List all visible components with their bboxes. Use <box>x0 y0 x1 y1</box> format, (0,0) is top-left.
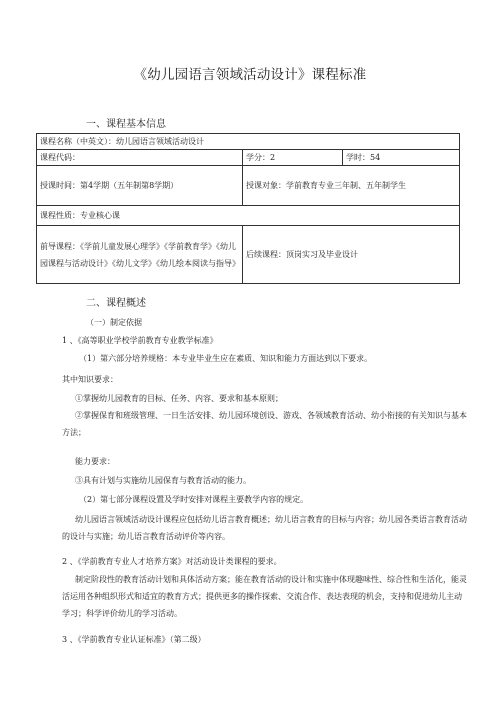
prerequisite-courses-cell: 前导课程：《学前儿童发展心理学》《学前教育学》《幼儿园课程与活动设计》《幼儿文学》《幼儿绘本阅读与指导》 <box>37 226 243 284</box>
table-row <box>37 150 460 166</box>
audience-cell: 授课对象：学前教育专业三年制、五年制学生 <box>243 166 460 206</box>
knowledge-requirement-label: 其中知识要求： <box>62 375 118 384</box>
follow-up-courses-cell: 后续课程：顶岗实习及毕业设计 <box>243 226 460 284</box>
table-row <box>37 226 460 284</box>
paragraph-item-3: 3 、《学前教育专业认证标准》（第二级） <box>62 635 206 644</box>
paragraph-item-1-1: （1）第六部分培养规格：本专业毕业生应在素质、知识和能力方面达到以下要求。 <box>79 354 373 363</box>
knowledge-item-2: ②掌握保育和班级管理、一日生活安排、幼儿园环境创设、游戏、各领域教育活动、幼小衔接的有关知识与基本方法； <box>62 411 467 437</box>
section-heading-overview: 二、课程概述 <box>86 298 146 309</box>
paragraph-item-2: 2 、《学前教育专业人才培养方案》对活动设计类课程的要求。 <box>62 557 282 566</box>
table-row <box>37 134 460 150</box>
item-2-description: 制定阶段性的教育活动计划和具体活动方案；能在教育活动的设计和实施中体现趣味性、综合性和生活化，能灵活运用各种组织形式和适宜的教育方式；提供更多的操作探索、交流合作、表达表现的机会，支持和促进幼儿主动学习；科学评价幼儿的学习活动。 <box>62 575 467 618</box>
course-code-cell: 课程代码： <box>37 150 243 166</box>
table-row <box>37 206 460 226</box>
document-title: 《幼儿园语言领域活动设计》课程标准 <box>133 67 367 83</box>
credits-cell: 学分：2 <box>243 150 343 166</box>
knowledge-item-1: ①掌握幼儿园教育的目标、任务、内容、要求和基本原则； <box>75 394 283 403</box>
course-nature-cell: 课程性质：专业核心课 <box>37 206 460 226</box>
course-name-cell: 课程名称（中英文）：幼儿园语言领域活动设计 <box>37 134 460 150</box>
course-info-table <box>36 133 460 284</box>
table-row <box>37 166 460 206</box>
teaching-time-cell: 授课时间：第4学期（五年制第8学期） <box>37 166 243 206</box>
section-heading-basic-info: 一、课程基本信息 <box>86 119 166 130</box>
ability-requirement-label: 能力要求： <box>75 457 115 466</box>
paragraph-item-1-2: （2）第七部分课程设置及学时安排对课程主要教学内容的规定。 <box>79 495 309 504</box>
basis-heading: （一）制定依据 <box>86 318 142 327</box>
hours-cell: 学时：54 <box>343 150 460 166</box>
paragraph-item-1: 1 、《高等职业学校学前教育专业教学标准》 <box>62 336 218 345</box>
ability-item-3: ③具有计划与实施幼儿园保育与教育活动的能力。 <box>75 476 251 485</box>
course-content-paragraph: 幼儿园语言领域活动设计课程应包括幼儿语言教育概述；幼儿语言教育的目标与内容；幼儿园各类语言教育活动的设计与实施；幼儿语言教育活动评价等内容。 <box>62 515 467 541</box>
